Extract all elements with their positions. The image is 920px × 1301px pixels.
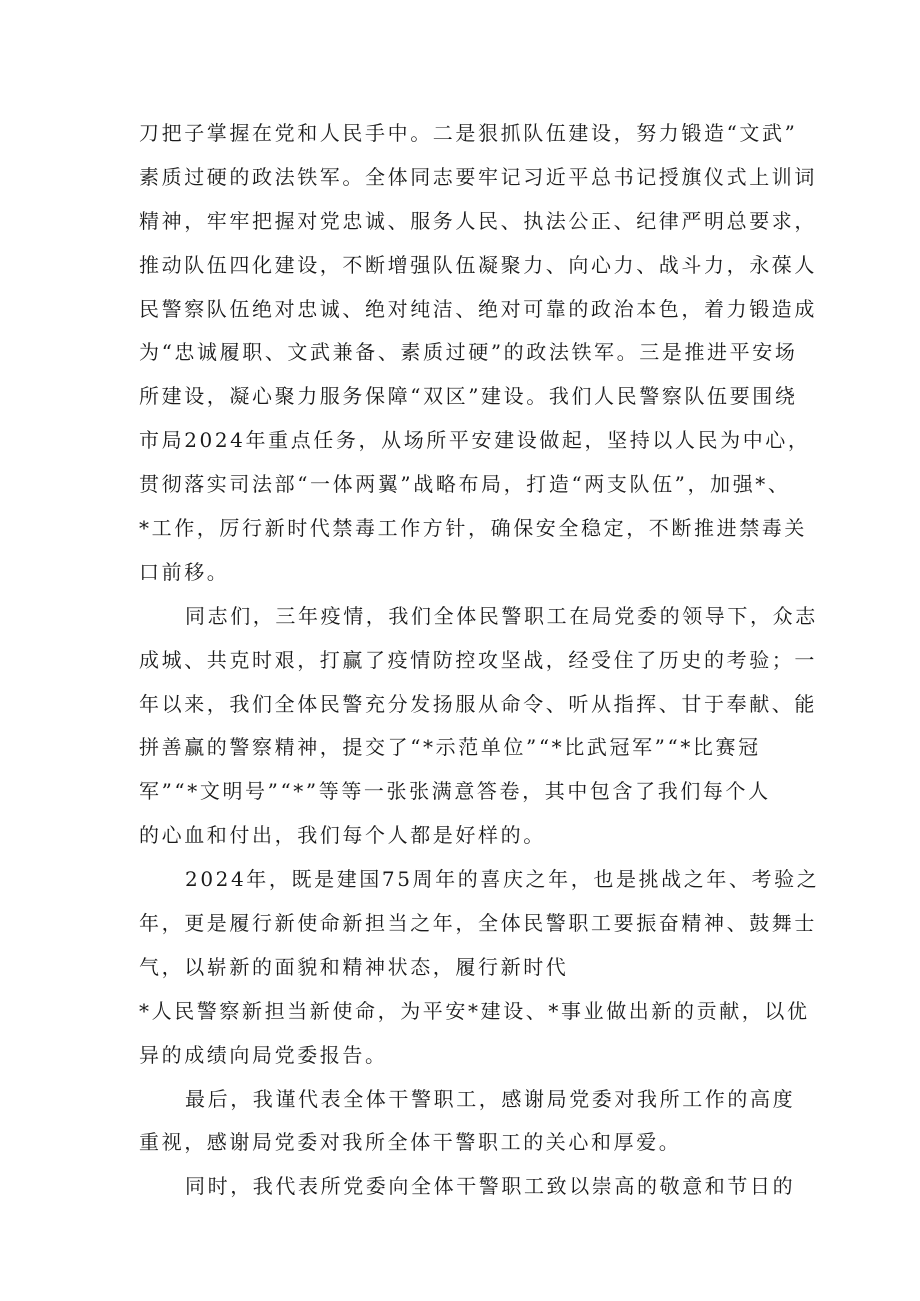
text-line: 为“忠诚履职、文武兼备、素质过硬”的政法铁军。三是推进平安场 (139, 340, 798, 365)
text-line: 口前移。 (139, 559, 230, 584)
text-line: 异的成绩向局党委报告。 (139, 1042, 388, 1067)
text-line: 成城、共克时艰，打赢了疫情防控攻坚战，经受住了历史的考验；一 (139, 647, 817, 672)
paragraph-start-line: 同志们，三年疫情，我们全体民警职工在局党委的领导下，众志 (185, 603, 818, 628)
text-line: 民警察队伍绝对忠诚、绝对纯洁、绝对可靠的政治本色，着力锻造成 (139, 296, 817, 321)
text-line: 拼善赢的警察精神，提交了“*示范单位”“*比武冠军”“*比赛冠 (139, 735, 761, 760)
text-line: 刀把子掌握在党和人民手中。二是狠抓队伍建设，努力锻造“文武” (139, 121, 798, 145)
paragraph-start-line: 最后，我谨代表全体干警职工，感谢局党委对我所工作的高度 (185, 1086, 796, 1111)
text-line: *工作，厉行新时代禁毒工作方针，确保安全稳定，不断推进禁毒关 (139, 516, 807, 541)
paragraph-start-line: 2024年，既是建国75周年的喜庆之年，也是挑战之年、考验之 (185, 867, 820, 892)
text-line: 的心血和付出，我们每个人都是好样的。 (139, 823, 546, 848)
text-line: *人民警察新担当新使命，为平安*建设、*事业做出新的贡献，以优 (139, 998, 810, 1023)
text-line: 贯彻落实司法部“一体两翼”战略布局，打造“两支队伍”，加强*、 (139, 472, 791, 497)
document-body (139, 112, 820, 1209)
text-line: 推动队伍四化建设，不断增强队伍凝聚力、向心力、战斗力，永葆人 (139, 252, 817, 277)
paragraph-start-line: 同时，我代表所党委向全体干警职工致以崇高的敬意和节日的 (185, 1174, 796, 1199)
text-line: 年，更是履行新使命新担当之年，全体民警职工要振奋精神、鼓舞士 (139, 911, 817, 936)
text-line: 年以来，我们全体民警充分发扬服从命令、听从指挥、甘于奉献、能 (139, 691, 817, 716)
text-line: 重视，感谢局党委对我所全体干警职工的关心和厚爱。 (139, 1130, 682, 1155)
text-line: 市局2024年重点任务，从场所平安建设做起，坚持以人民为中心， (139, 428, 811, 453)
text-line: 军”“*文明号”“*”等等一张张满意答卷，其中包含了我们每个人 (139, 779, 771, 804)
text-line: 精神，牢牢把握对党忠诚、服务人民、执法公正、纪律严明总要求， (139, 208, 817, 233)
text-line: 素质过硬的政法铁军。全体同志要牢记习近平总书记授旗仪式上训词 (139, 164, 817, 189)
text-line: 所建设，凝心聚力服务保障“双区”建设。我们人民警察队伍要围绕 (139, 384, 798, 409)
text-line: 气，以崭新的面貌和精神状态，履行新时代 (139, 954, 569, 979)
